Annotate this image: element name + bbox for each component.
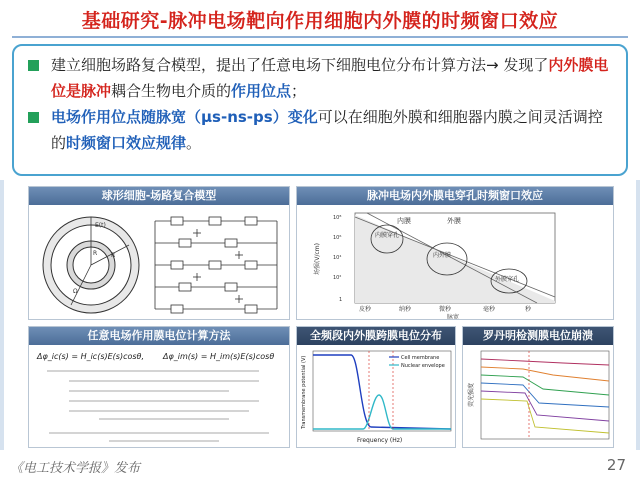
page-number: 27 [606, 456, 626, 474]
svg-text:10⁶: 10⁶ [333, 235, 342, 241]
bullet-square-icon [28, 60, 39, 71]
y-axis-label: 荧光强度 [468, 382, 475, 407]
cell-model-figure [29, 205, 289, 319]
svg-text:10⁸: 10⁸ [333, 215, 342, 221]
x-tick-label: 纳秒 [399, 306, 412, 313]
x-tick-label: 毫秒 [483, 306, 496, 313]
rhodamine-chart [463, 345, 613, 447]
region-label: 内外膜 [433, 252, 452, 259]
svg-text:1: 1 [339, 297, 343, 303]
title-divider [12, 36, 628, 38]
bullet-1 [24, 52, 616, 104]
svg-text:10²: 10² [333, 275, 342, 281]
panel-title: 任意电场作用膜电位计算方法 [29, 327, 289, 345]
equivalent-circuit [155, 217, 277, 313]
svg-text:10⁴: 10⁴ [333, 255, 342, 261]
panel-window-effect [296, 186, 614, 320]
summary-box [12, 44, 628, 176]
x-axis-label: Frequency (Hz) [357, 437, 403, 444]
panel-rhodamine [462, 326, 614, 448]
panel-title: 脉冲电场内外膜电穿孔时频窗口效应 [297, 187, 613, 205]
x-tick-label: 微秒 [439, 306, 452, 313]
frequency-chart [297, 345, 455, 447]
e-field-label: E(t) [95, 222, 106, 229]
y-axis-label: Transmembrane potential (V) [301, 355, 307, 429]
radius-label: R [93, 250, 98, 257]
equation-outer: Δφ_im(s) = H_im(s)E(s)cosθ [163, 352, 275, 361]
footer-source: 《电工技术学报》发布 [10, 461, 141, 476]
equation-inner: Δφ_ic(s) = H_ic(s)E(s)cosθ, [37, 352, 144, 361]
bullet-2 [24, 104, 616, 156]
x-tick-label: 秒 [525, 306, 532, 313]
bullet-text: 建立细胞场路复合模型，提出了任意电场下细胞电位分布计算方法→ 发现了内外膜电位是脉冲耦合生物电介质的作用位点； [51, 56, 609, 100]
x-axis-label: 脉宽 [447, 314, 460, 319]
x-tick-label: 皮秒 [359, 306, 372, 313]
panel-cell-model [28, 186, 290, 320]
outer-label: 外膜 [447, 217, 461, 225]
equations-figure [29, 345, 289, 447]
frame-decoration [636, 180, 640, 450]
bullet-square-icon [28, 112, 39, 123]
panel-title: 罗丹明检测膜电位崩溃 [463, 327, 613, 345]
frame-decoration [0, 180, 4, 450]
panel-title: 球形细胞-场路复合模型 [29, 187, 289, 205]
y-axis-label: 场强(V/cm) [314, 243, 321, 275]
panel-frequency [296, 326, 456, 448]
inner-label: 内膜 [397, 217, 411, 225]
region-label: 内膜穿孔 [375, 232, 400, 239]
legend-label: Cell membrane [401, 355, 440, 361]
region-label: 外膜穿孔 [495, 276, 520, 283]
panel-title: 全频段内外膜跨膜电位分布 [297, 327, 455, 345]
formula-lines [47, 371, 269, 441]
radius-label: R [111, 252, 116, 259]
window-effect-figure [297, 205, 613, 319]
legend-label: Nuclear envelope [401, 363, 445, 369]
bullet-text: 电场作用位点随脉宽（μs-ns-ps）变化可以在细胞外膜和细胞器内膜之间灵活调控的时频窗口效应规律。 [51, 108, 603, 152]
panel-method [28, 326, 290, 448]
region-label: Ω [73, 288, 78, 295]
slide-title: 基础研究-脉冲电场靶向作用细胞内外膜的时频窗口效应 [81, 10, 559, 32]
